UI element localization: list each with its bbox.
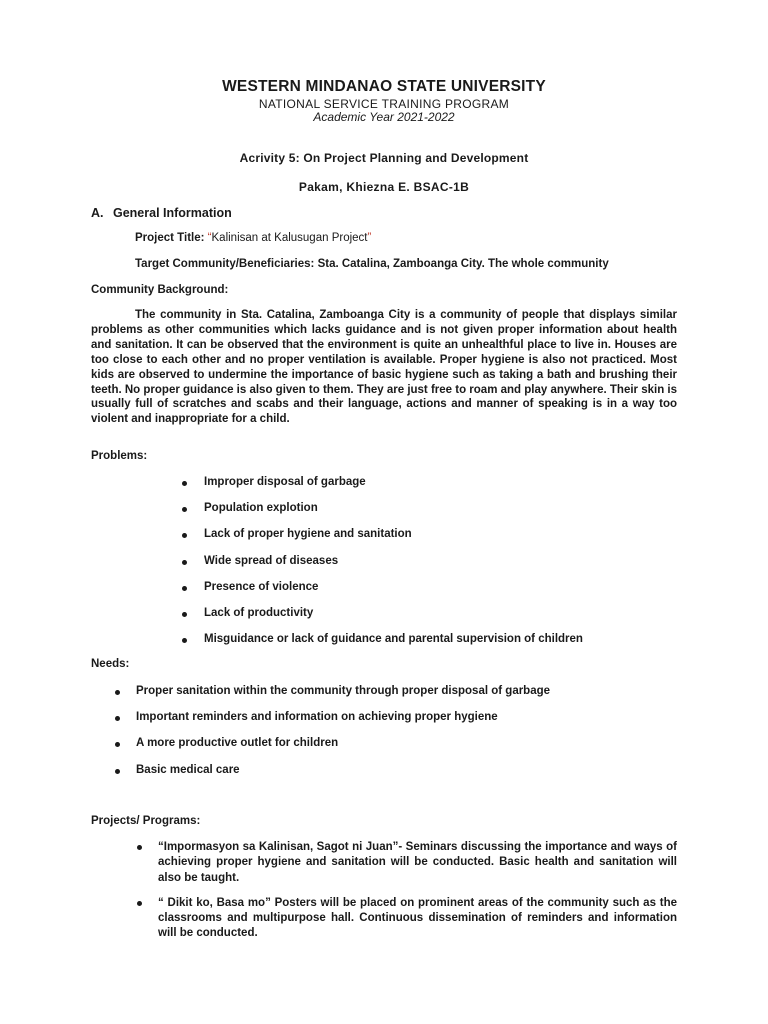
academic-year: Academic Year 2021-2022	[313, 110, 455, 124]
list-item-text: “Impormasyon sa Kalinisan, Sagot ni Juan”- Seminars discussing the importance and ways of achieving proper hygiene and sanitation will be conducted. Basic health and sanitation will also be taught.	[158, 841, 677, 884]
bullet-icon	[115, 716, 120, 721]
list-item	[204, 633, 583, 659]
list-item	[158, 840, 677, 886]
list-item	[136, 685, 550, 711]
university-name: WESTERN MINDANAO STATE UNIVERSITY	[222, 78, 546, 95]
needs-heading: Needs:	[91, 658, 130, 670]
list-item	[136, 711, 550, 737]
list-item-text: Presence of violence	[204, 580, 319, 593]
bullet-icon	[182, 638, 187, 643]
problems-list	[204, 476, 583, 659]
list-item-text: Basic medical care	[136, 763, 240, 776]
section-a-heading	[91, 206, 232, 220]
list-item-text: Misguidance or lack of guidance and parental supervision of children	[204, 633, 583, 646]
list-item-text: Lack of productivity	[204, 606, 314, 619]
project-title-value: Kalinisan at Kalusugan Project	[211, 232, 368, 244]
bullet-icon	[182, 586, 187, 591]
activity-title: Acrivity 5: On Project Planning and Development	[239, 151, 529, 165]
bullet-icon	[137, 845, 142, 850]
list-item-text: Improper disposal of garbage	[204, 476, 366, 488]
bullet-icon	[182, 533, 187, 538]
list-item-text: Lack of proper hygiene and sanitation	[204, 528, 412, 541]
section-title: General Information	[113, 206, 232, 220]
community-background-heading: Community Background:	[91, 284, 229, 296]
list-item	[204, 581, 583, 607]
bullet-icon	[182, 560, 187, 565]
list-item	[136, 764, 550, 790]
bullet-icon	[115, 742, 120, 747]
list-item	[204, 476, 583, 502]
list-item-text: Important reminders and information on achieving proper hygiene	[136, 711, 498, 724]
list-item-text: A more productive outlet for children	[136, 737, 339, 750]
problems-heading: Problems:	[91, 450, 148, 462]
project-title-label: Project Title:	[135, 232, 205, 244]
list-item	[204, 528, 583, 554]
student-name: Pakam, Khiezna E. BSAC-1B	[298, 180, 470, 194]
bullet-icon	[115, 769, 120, 774]
bullet-icon	[182, 612, 187, 617]
target-label: Target Community/Beneficiaries:	[135, 258, 315, 270]
programs-list	[158, 840, 677, 952]
section-letter: A.	[91, 206, 104, 220]
target-community-line	[135, 258, 609, 270]
list-item-text: Proper sanitation within the community through proper disposal of garbage	[136, 685, 551, 697]
target-value: Sta. Catalina, Zamboanga City. The whole community	[317, 258, 609, 270]
bullet-icon	[182, 481, 187, 486]
bullet-icon	[182, 507, 187, 512]
bullet-icon	[115, 690, 120, 695]
community-background-paragraph: The community in Sta. Catalina, Zamboanga City is a community of people that displays similar problems as other communities which lacks guidance and is not given proper information about health and sanitation. It can be observed that the environment is quite an unhealthful place to live in. Houses are too close to each other and no proper ventilation is available. Proper hygiene is also not practiced. Most kids are observed to undermine the importance of basic hygiene such as taking a bath and brushing their teeth. No proper guidance is also given to them. They are just free to roam and play anywhere. Their skin is usually full of scratches and scabs and their language, actions and manner of speaking is in a way too violent and inappropriate for a child.	[91, 309, 678, 426]
list-item	[204, 607, 583, 633]
open-quote: “	[207, 232, 212, 244]
needs-list	[136, 685, 550, 790]
programs-heading: Projects/ Programs:	[91, 815, 201, 827]
project-title-line	[135, 232, 371, 244]
list-item-text: Population explotion	[204, 502, 318, 515]
bullet-icon	[137, 901, 142, 906]
list-item	[204, 555, 583, 581]
list-item-text: “ Dikit ko, Basa mo” Posters will be placed on prominent areas of the community such as the classrooms and multipurpose hall. Continuous dissemination of reminders and information will be conducted.	[158, 896, 677, 940]
list-item	[204, 502, 583, 528]
close-quote: ”	[367, 232, 372, 244]
list-item-text: Wide spread of diseases	[204, 554, 339, 567]
program-name: NATIONAL SERVICE TRAINING PROGRAM	[258, 97, 510, 111]
list-item	[136, 737, 550, 763]
list-item	[158, 896, 677, 942]
